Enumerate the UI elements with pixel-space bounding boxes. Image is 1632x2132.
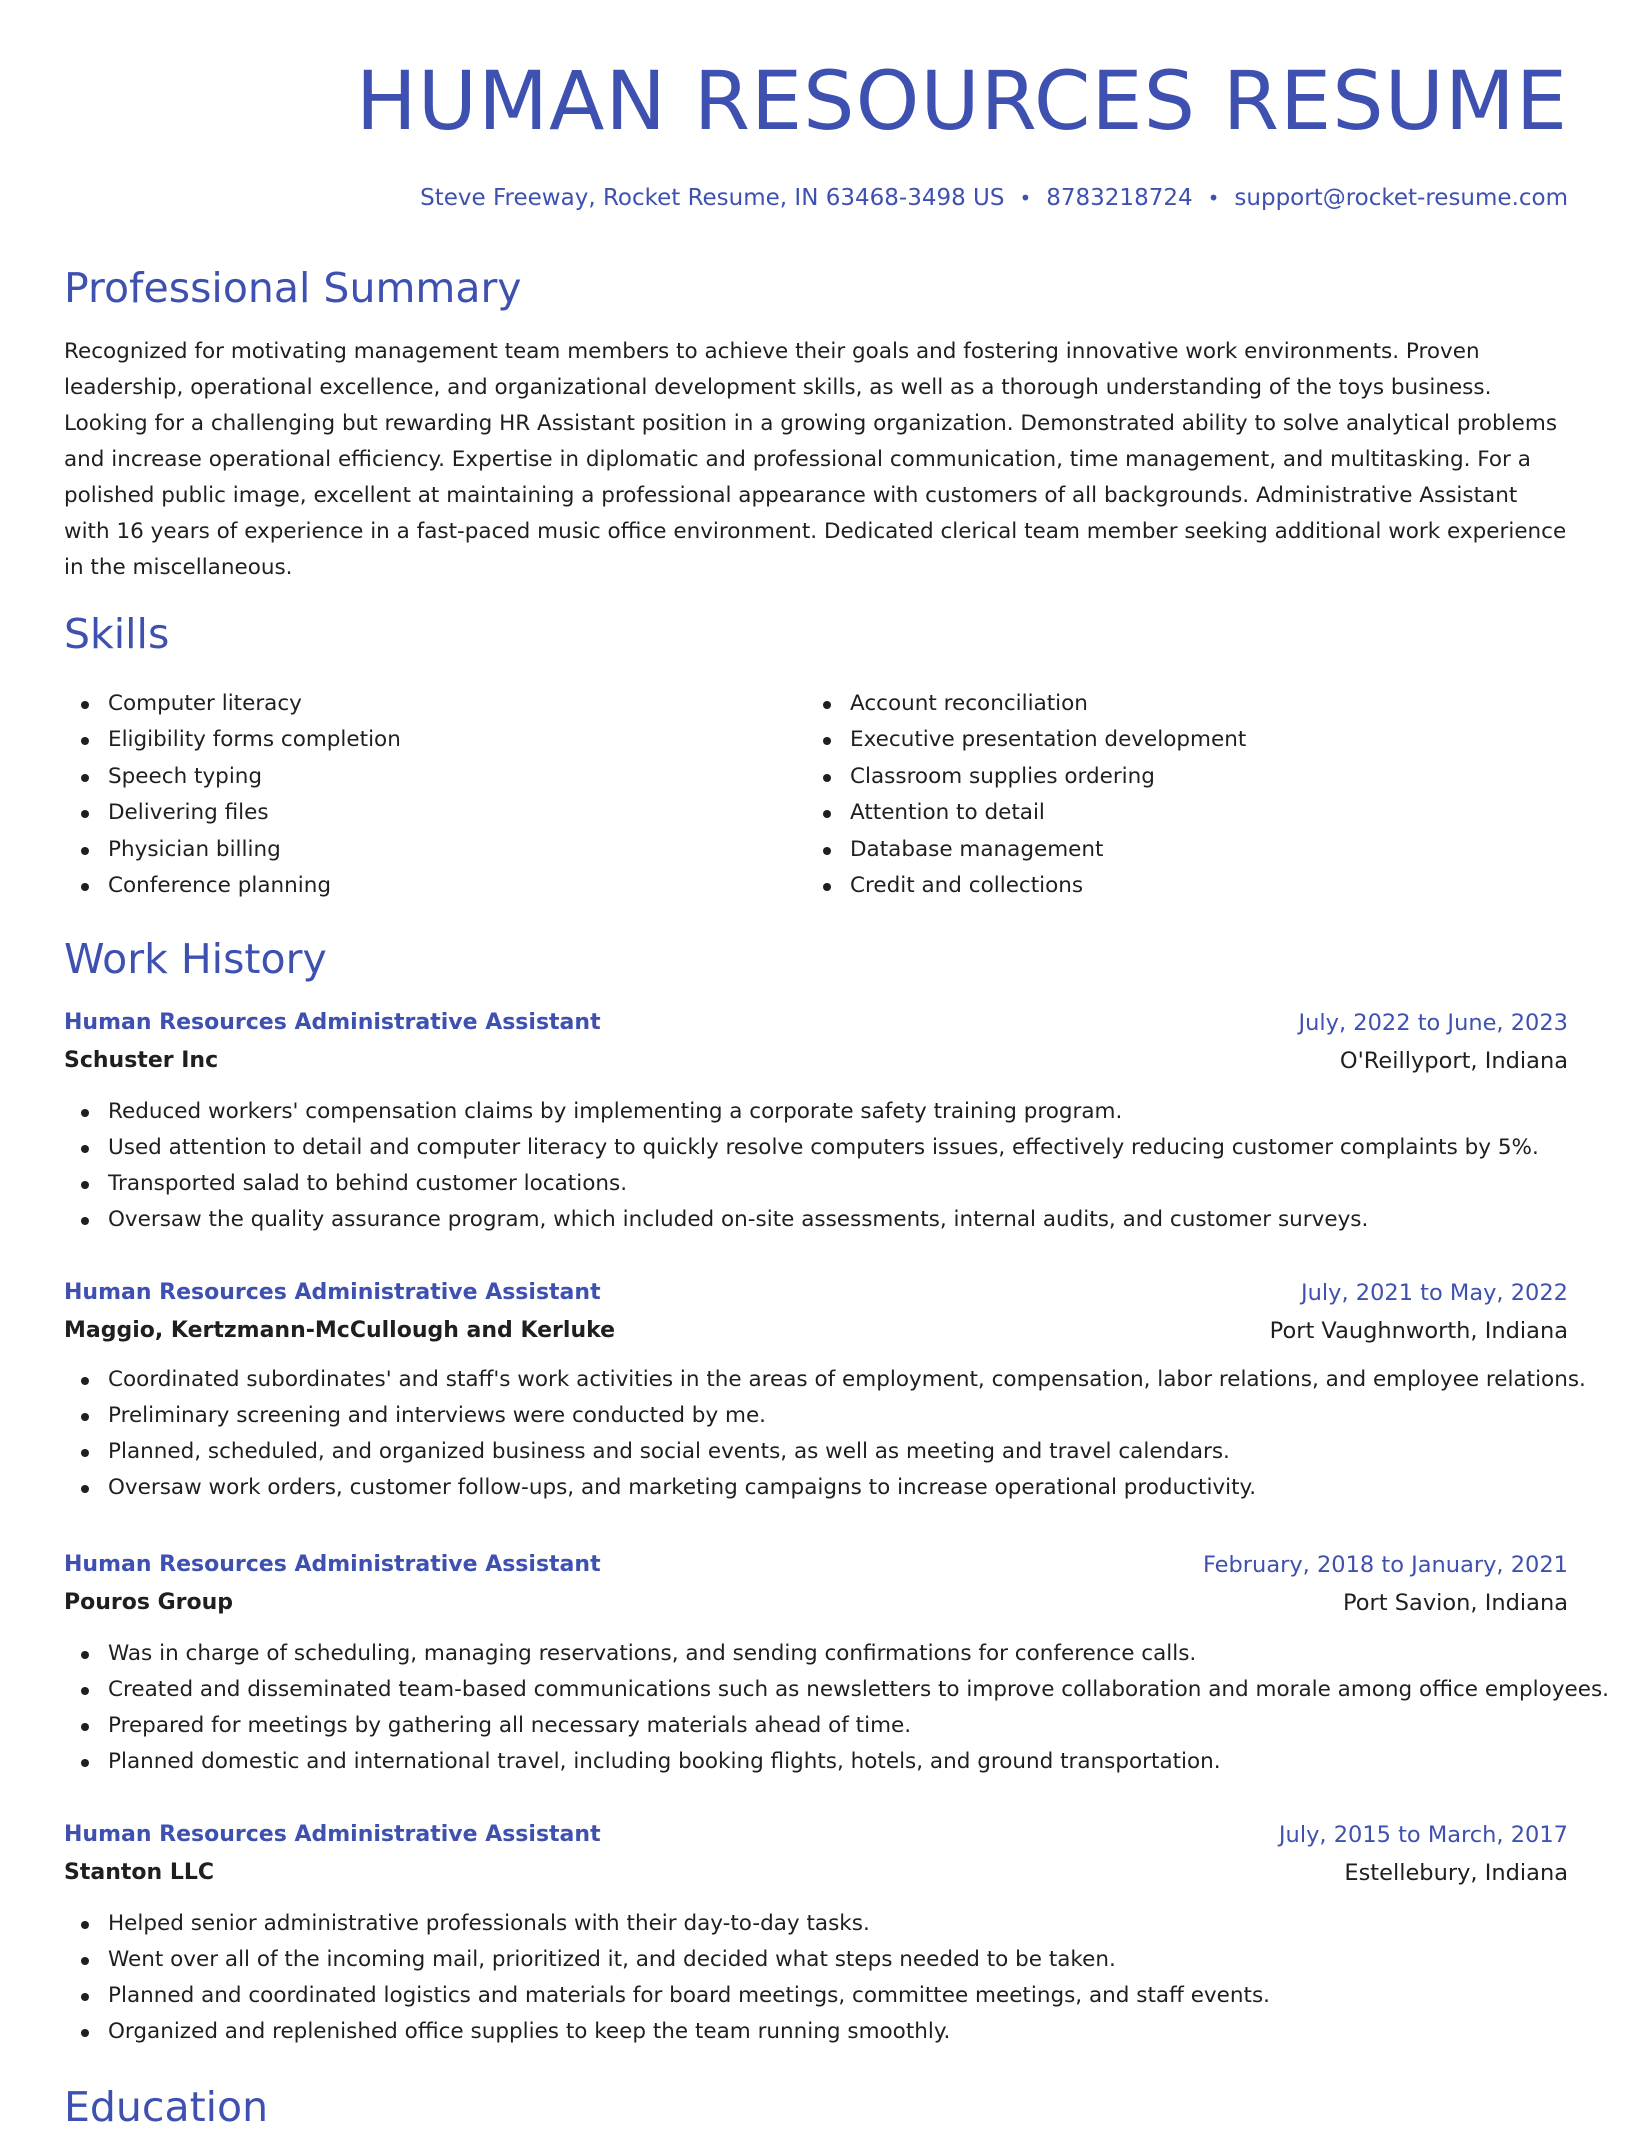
job-bullet: Used attention to detail and computer literacy to quickly resolve computers issues, effectively reducing customer complaints by 5%.	[64, 1130, 1568, 1166]
skill-item: Executive presentation development	[806, 722, 1246, 758]
job-bullet: Planned, scheduled, and organized business and social events, as well as meeting and travel calendars.	[64, 1434, 1568, 1470]
company-name: Maggio, Kertzmann-McCullough and Kerluke	[64, 1318, 616, 1343]
company-name: Stanton LLC	[64, 1860, 215, 1885]
job-entry	[64, 1274, 1586, 1506]
job-bullet: Oversaw work orders, customer follow-ups, and marketing campaigns to increase operational productivity.	[64, 1470, 1568, 1506]
job-title: Human Resources Administrative Assistant	[64, 1552, 601, 1577]
skills-list-left	[64, 686, 401, 904]
contact-address: Steve Freeway, Rocket Resume, IN 63468-3498 US	[420, 185, 1005, 211]
job-bullet: Was in charge of scheduling, managing reservations, and sending confirmations for conference calls.	[64, 1636, 1568, 1672]
job-bullets	[64, 1906, 1568, 2050]
job-entry	[64, 1004, 1568, 1238]
job-entry	[64, 1816, 1568, 2050]
education-heading: Education	[64, 2083, 269, 2131]
job-bullet: Reduced workers' compensation claims by implementing a corporate safety training program.	[64, 1094, 1568, 1130]
job-title: Human Resources Administrative Assistant	[64, 1280, 601, 1305]
job-bullet: Prepared for meetings by gathering all necessary materials ahead of time.	[64, 1708, 1568, 1744]
job-bullets	[64, 1636, 1610, 1780]
job-bullet: Coordinated subordinates' and staff's work activities in the areas of employment, compensation, labor relations, and employee relations.	[64, 1362, 1568, 1398]
job-bullet: Helped senior administrative professionals with their day-to-day tasks.	[64, 1906, 1568, 1942]
job-bullet: Went over all of the incoming mail, prioritized it, and decided what steps needed to be taken.	[64, 1942, 1568, 1978]
summary-text: Recognized for motivating management team members to achieve their goals and fostering innovative work environments. Proven leadership, operational excellence, and organizational development skills, as well as a thorough understanding of the toys business. Looking for a challenging but rewarding HR Assistant position in a growing organization. Demonstrated ability to solve analytical problems and increase operational efficiency. Expertise in diplomatic and professional communication, time management, and multitasking. For a polished public image, excellent at maintaining a professional appearance with customers of all backgrounds. Administrative Assistant with 16 years of experience in a fast-paced music office environment. Dedicated clerical team member seeking additional work experience in the miscellaneous.	[64, 339, 1567, 580]
contact-separator: •	[1019, 186, 1032, 210]
job-location: Port Vaughnworth, Indiana	[1269, 1318, 1568, 1344]
skill-item: Credit and collections	[806, 868, 1246, 904]
skills-list-right	[806, 686, 1246, 904]
job-bullet: Planned domestic and international travel, including booking flights, hotels, and ground transportation.	[64, 1744, 1568, 1780]
skill-item: Database management	[806, 832, 1246, 868]
job-bullet: Created and disseminated team-based communications such as newsletters to improve collaboration and morale among office employees.	[64, 1672, 1568, 1708]
job-dates: February, 2018 to January, 2021	[1202, 1552, 1568, 1578]
skill-item: Speech typing	[64, 759, 401, 795]
job-dates: July, 2022 to June, 2023	[1298, 1010, 1568, 1036]
job-entry	[64, 1546, 1610, 1780]
job-location: Estellebury, Indiana	[1344, 1860, 1568, 1886]
contact-email[interactable]: support@rocket-resume.com	[1234, 185, 1568, 211]
job-dates: July, 2015 to March, 2017	[1278, 1822, 1568, 1848]
job-bullets	[64, 1094, 1568, 1238]
skill-item: Conference planning	[64, 868, 401, 904]
contact-phone[interactable]: 8783218724	[1046, 185, 1193, 211]
job-bullet: Oversaw the quality assurance program, which included on-site assessments, internal audits, and customer surveys.	[64, 1202, 1568, 1238]
job-location: Port Savion, Indiana	[1343, 1590, 1568, 1616]
summary-heading: Professional Summary	[64, 264, 522, 312]
job-title: Human Resources Administrative Assistant	[64, 1010, 601, 1035]
contact-line	[420, 182, 1568, 214]
skill-item: Attention to detail	[806, 795, 1246, 831]
skill-item: Computer literacy	[64, 686, 401, 722]
company-name: Pouros Group	[64, 1590, 234, 1615]
company-name: Schuster Inc	[64, 1048, 219, 1073]
job-location: O'Reillyport, Indiana	[1339, 1048, 1568, 1074]
contact-separator: •	[1207, 186, 1220, 210]
skill-item: Delivering files	[64, 795, 401, 831]
work-history-heading: Work History	[64, 935, 327, 983]
skills-heading: Skills	[64, 610, 170, 658]
resume-title: HUMAN RESOURCES RESUME	[355, 55, 1568, 149]
job-title: Human Resources Administrative Assistant	[64, 1822, 601, 1847]
skill-item: Physician billing	[64, 832, 401, 868]
job-bullets	[64, 1362, 1586, 1506]
skill-item: Account reconciliation	[806, 686, 1246, 722]
skill-item: Eligibility forms completion	[64, 722, 401, 758]
job-dates: July, 2021 to May, 2022	[1300, 1280, 1568, 1306]
job-bullet: Preliminary screening and interviews were conducted by me.	[64, 1398, 1568, 1434]
job-bullet: Organized and replenished office supplies to keep the team running smoothly.	[64, 2014, 1568, 2050]
job-bullet: Transported salad to behind customer locations.	[64, 1166, 1568, 1202]
skill-item: Classroom supplies ordering	[806, 759, 1246, 795]
job-bullet: Planned and coordinated logistics and materials for board meetings, committee meetings, and staff events.	[64, 1978, 1568, 2014]
